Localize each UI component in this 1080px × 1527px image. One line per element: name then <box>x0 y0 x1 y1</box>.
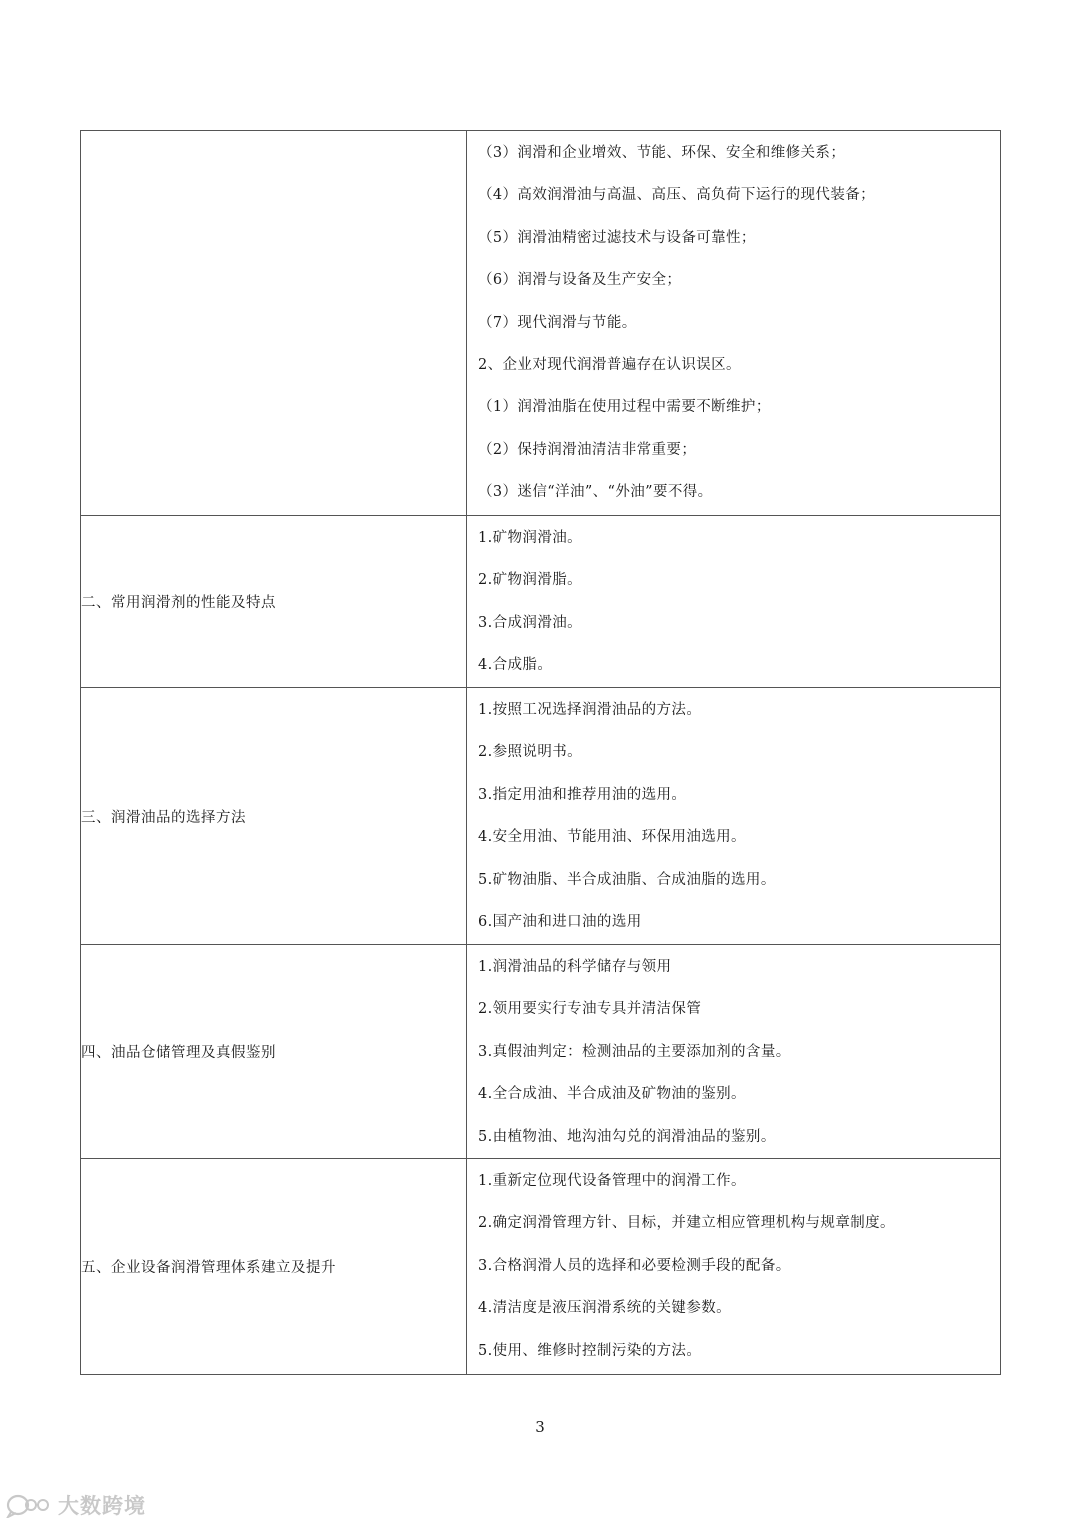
list-item: 5.矿物油脂、半合成油脂、合成油脂的选用。 <box>478 871 776 888</box>
table-row <box>81 1159 1001 1375</box>
list-item: 5.使用、维修时控制污染的方法。 <box>478 1342 702 1359</box>
section-items-cell <box>467 1159 1001 1375</box>
list-item: （7）现代润滑与节能。 <box>478 314 637 331</box>
watermark-text: 大数跨境 <box>58 1494 146 1518</box>
list-item: 3.指定用油和推荐用油的选用。 <box>478 786 687 803</box>
page-number: 3 <box>535 1418 545 1436</box>
list-item: 4.全合成油、半合成油及矿物油的鉴别。 <box>478 1086 746 1103</box>
section-title: 五、企业设备润滑管理体系建立及提升 <box>81 1159 467 1375</box>
section-title <box>81 131 467 516</box>
list-item: 3.合格润滑人员的选择和必要检测手段的配备。 <box>478 1257 791 1274</box>
list-item: 1.按照工况选择润滑油品的方法。 <box>478 702 702 718</box>
list-item: （5）润滑油精密过滤技术与设备可靠性； <box>478 229 756 246</box>
list-item: 2.确定润滑管理方针、目标，并建立相应管理机构与规章制度。 <box>478 1215 895 1232</box>
watermark <box>6 1490 146 1520</box>
list-item: （4）高效润滑油与高温、高压、高负荷下运行的现代装备； <box>478 187 876 204</box>
list-item: （3）润滑和企业增效、节能、环保、安全和维修关系； <box>478 145 846 161</box>
list-item: 4.安全用油、节能用油、环保用油选用。 <box>478 829 746 846</box>
outline-table <box>80 130 1001 1375</box>
section-item-list <box>467 945 1000 1158</box>
section-item-list <box>467 1159 1000 1374</box>
section-items-cell <box>467 131 1001 516</box>
table-row <box>81 131 1001 516</box>
list-item: 5.由植物油、地沟油勾兑的润滑油品的鉴别。 <box>478 1128 776 1145</box>
list-item: 1.矿物润滑油。 <box>478 530 583 546</box>
list-item: （1）润滑油脂在使用过程中需要不断维护； <box>478 399 771 416</box>
list-item: 1.润滑油品的科学储存与领用 <box>478 959 672 975</box>
list-item: 2.领用要实行专油专具并清洁保管 <box>478 1001 702 1018</box>
list-item: （2）保持润滑油清洁非常重要； <box>478 441 697 458</box>
section-title: 四、油品仓储管理及真假鉴别 <box>81 945 467 1159</box>
table-row <box>81 516 1001 688</box>
outline-table-body <box>81 131 1001 1375</box>
section-items-cell <box>467 516 1001 688</box>
chat-bubble-icon <box>6 1492 52 1518</box>
list-item: 2.矿物润滑脂。 <box>478 572 583 589</box>
section-item-list <box>467 516 1000 687</box>
list-item: 3.真假油判定：检测油品的主要添加剂的含量。 <box>478 1043 791 1060</box>
list-item: 3.合成润滑油。 <box>478 614 583 631</box>
section-title: 三、润滑油品的选择方法 <box>81 688 467 945</box>
table-row <box>81 945 1001 1159</box>
section-item-list <box>467 688 1000 944</box>
list-item: 4.合成脂。 <box>478 657 553 674</box>
list-item: 2.参照说明书。 <box>478 744 583 761</box>
list-item: （3）迷信“洋油”、“外油”要不得。 <box>478 484 713 501</box>
section-item-list <box>467 131 1000 515</box>
list-item: 2、企业对现代润滑普遍存在认识误区。 <box>478 356 741 373</box>
section-items-cell <box>467 945 1001 1159</box>
list-item: 6.国产油和进口油的选用 <box>478 913 642 930</box>
table-row <box>81 688 1001 945</box>
list-item: 1.重新定位现代设备管理中的润滑工作。 <box>478 1173 746 1189</box>
list-item: （6）润滑与设备及生产安全； <box>478 272 682 289</box>
section-items-cell <box>467 688 1001 945</box>
section-title: 二、常用润滑剂的性能及特点 <box>81 516 467 688</box>
list-item: 4.清洁度是液压润滑系统的关键参数。 <box>478 1300 732 1317</box>
